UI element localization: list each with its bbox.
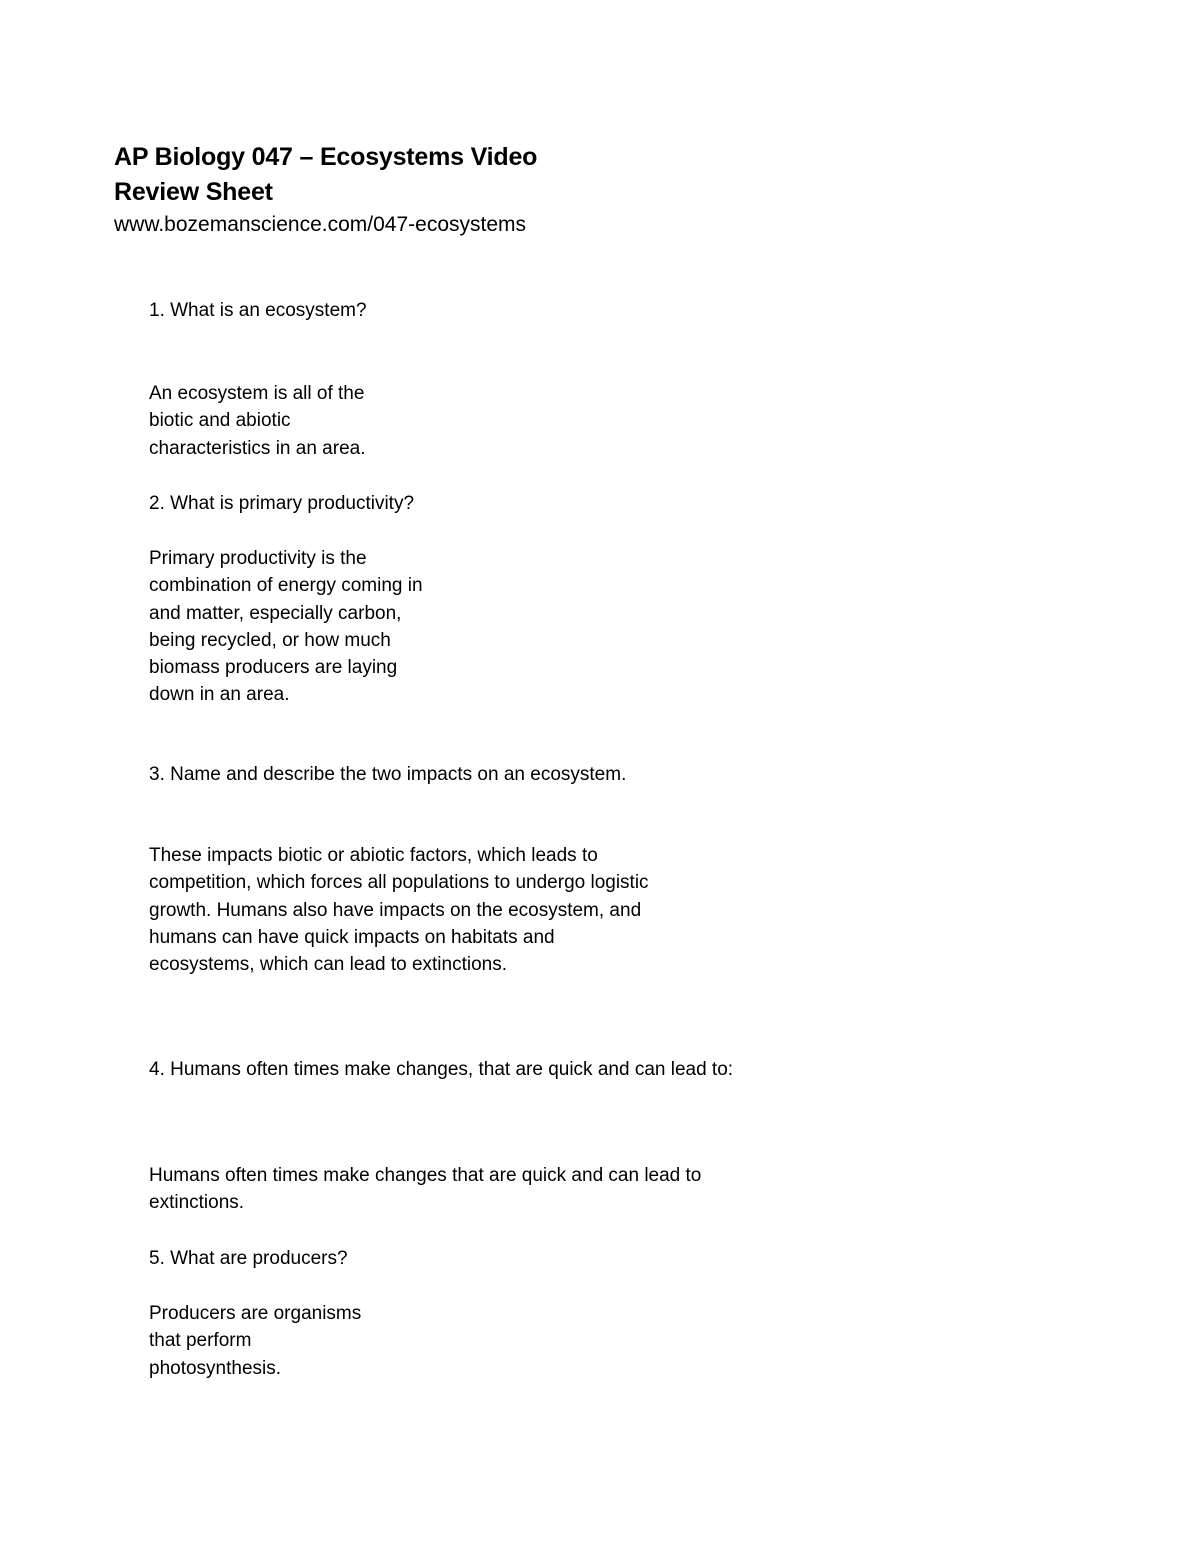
answer-line: extinctions. [149, 1192, 245, 1214]
answer-4 [149, 1162, 701, 1217]
answer-line: characteristics in an area. [149, 437, 366, 459]
answer-line: photosynthesis. [149, 1357, 282, 1379]
answer-line: down in an area. [149, 684, 290, 706]
answer-line: being recycled, or how much [149, 629, 391, 651]
answer-line: humans can have quick impacts on habitats and [149, 926, 555, 948]
question-3: 3. Name and describe the two impacts on an ecosystem. [149, 764, 627, 785]
answer-line: Humans often times make changes that are quick and can lead to [149, 1165, 702, 1186]
question-2: 2. What is primary productivity? [149, 493, 415, 514]
answer-line: growth. Humans also have impacts on the ecosystem, and [149, 899, 642, 921]
question-1: 1. What is an ecosystem? [149, 300, 367, 321]
answer-line: Primary productivity is the [149, 548, 367, 569]
answer-line: and matter, especially carbon, [149, 602, 402, 624]
answer-line: An ecosystem is all of the [149, 383, 365, 404]
answer-line: ecosystems, which can lead to extinctions. [149, 954, 508, 976]
answer-line: biotic and abiotic [149, 410, 291, 432]
document-title: AP Biology 047 – Ecosystems Video [114, 143, 538, 171]
question-5: 5. What are producers? [149, 1248, 348, 1269]
source-url: www.bozemanscience.com/047-ecosystems [114, 213, 527, 236]
answer-line: competition, which forces all populations to undergo logistic [149, 872, 649, 894]
answer-1 [149, 380, 366, 462]
answer-line: Producers are organisms [149, 1303, 362, 1324]
answer-line: that perform [149, 1330, 252, 1352]
answer-line: combination of energy coming in [149, 575, 423, 597]
answer-line: biomass producers are laying [149, 657, 398, 679]
answer-5 [149, 1300, 361, 1382]
document-subtitle: Review Sheet [114, 178, 273, 206]
question-4: 4. Humans often times make changes, that are quick and can lead to: [149, 1059, 734, 1080]
answer-2 [149, 545, 423, 709]
answer-3 [149, 842, 649, 978]
answer-line: These impacts biotic or abiotic factors, which leads to [149, 845, 598, 866]
